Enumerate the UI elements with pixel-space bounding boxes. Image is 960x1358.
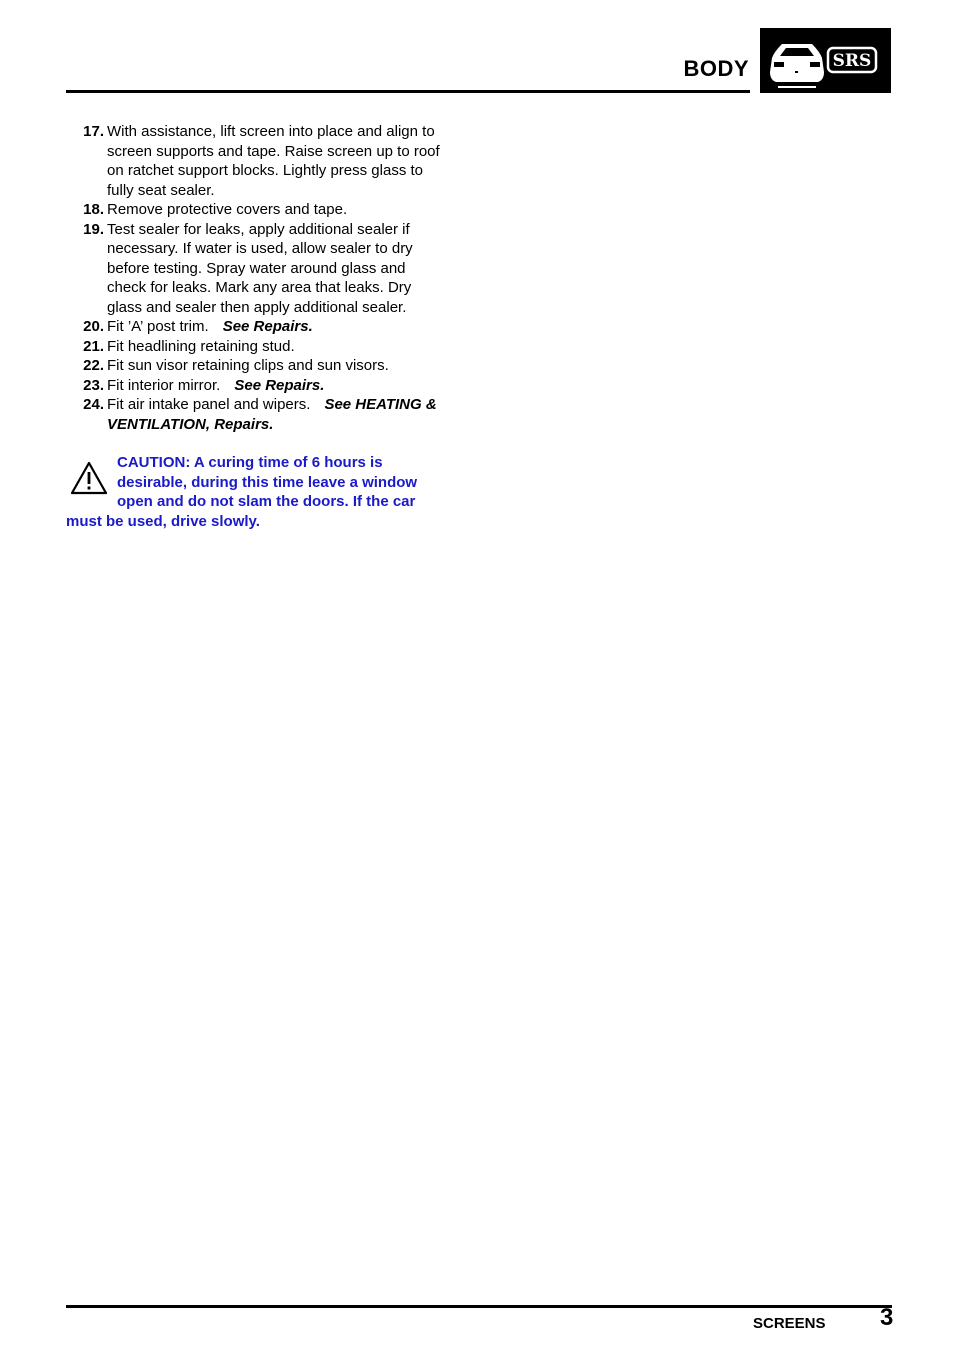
header-rule: [66, 90, 750, 93]
footer-section-name: SCREENS: [753, 1315, 826, 1332]
page-number: 3: [880, 1304, 894, 1331]
step-22: 22. Fit sun visor retaining clips and sun visors.: [83, 357, 389, 374]
cross-reference-link[interactable]: See HEATING & VENTILATION, Repairs.: [107, 396, 437, 433]
footer-rule: [66, 1305, 892, 1308]
step-17: 17. With assistance, lift screen into place and align to screen supports and tape. Raise screen up to roof on ratchet support blocks. Lightly press glass to fully seat sealer.: [83, 123, 440, 199]
section-title: BODY: [683, 56, 749, 81]
step-23: 23. Fit interior mirror. See Repairs.: [83, 376, 325, 394]
step-24: 24. Fit air intake panel and wipers. See HEATING & VENTILATION, Repairs.: [83, 396, 437, 433]
step-21: 21. Fit headlining retaining stud.: [83, 337, 295, 355]
step-18: 18. Remove protective covers and tape.: [83, 201, 348, 218]
cross-reference-link[interactable]: See Repairs.: [234, 376, 325, 394]
logo-text: SRS: [832, 51, 872, 71]
procedure-steps: [66, 122, 446, 434]
step-19: 19. Test sealer for leaks, apply additional sealer if necessary. If water is used, allow sealer to dry before testing. Spray water around glass and check for leaks. Mark any area that leaks. Dry glass and sealer then apply additional sealer.: [83, 220, 413, 316]
srs-airbag-logo: [760, 28, 891, 93]
cross-reference-link[interactable]: See Repairs.: [222, 318, 313, 335]
caution-note: CAUTION: A curing time of 6 hours is desirable, during this time leave a window open and do not slam the doors. If the car must be used, drive slowly.: [66, 454, 418, 530]
step-20: 20. Fit ’A’ post trim. See Repairs.: [83, 318, 313, 335]
car-front-icon: [760, 28, 891, 93]
